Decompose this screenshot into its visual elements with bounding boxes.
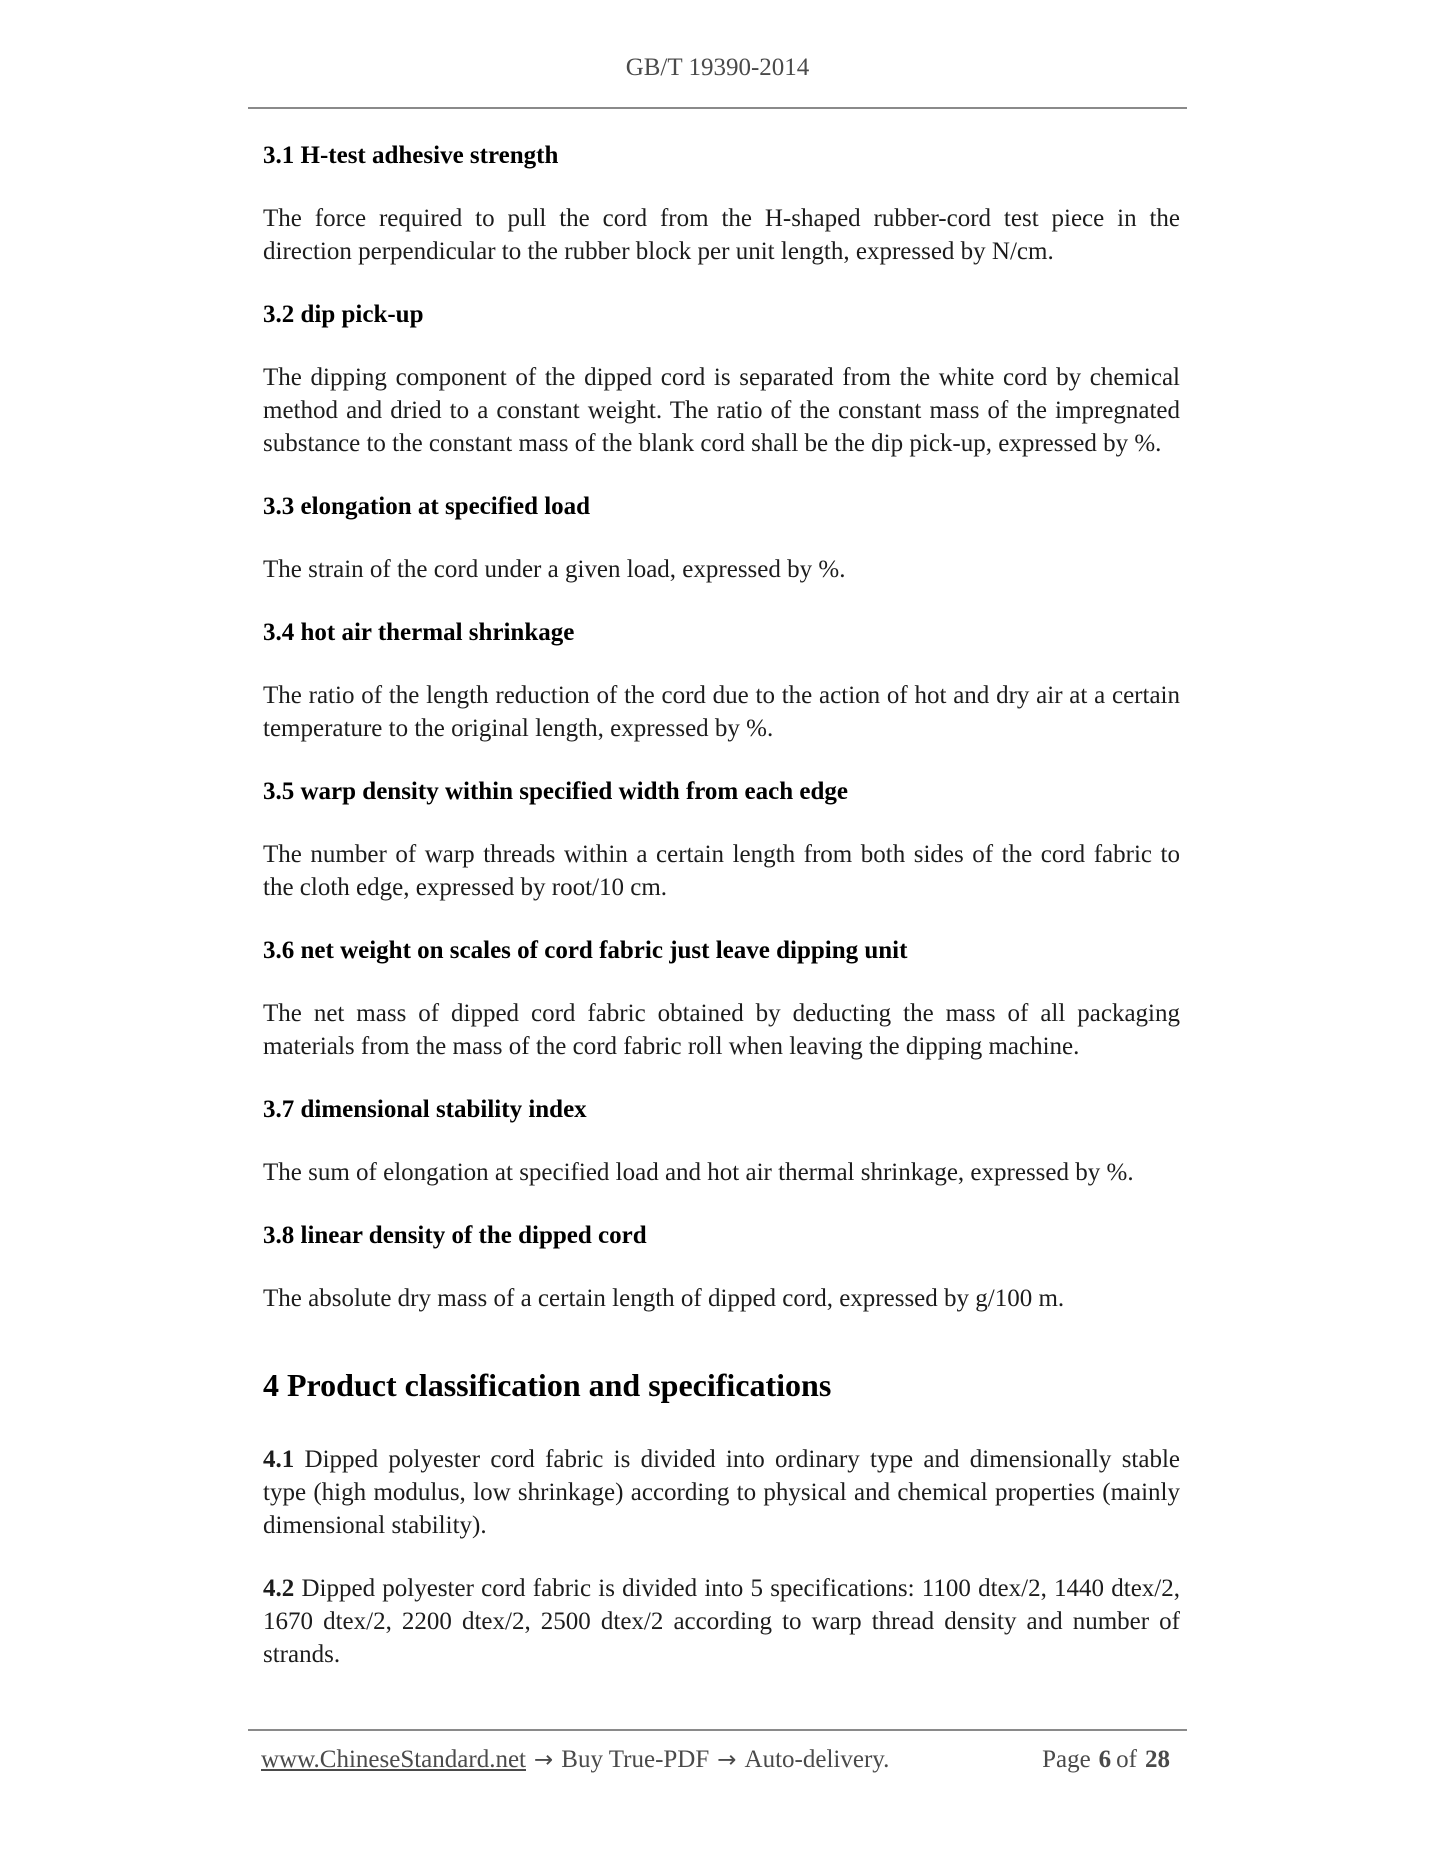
section-heading-3-8: 3.8 linear density of the dipped cord — [263, 1222, 647, 1249]
clause-4-1-text: Dipped polyester cord fabric is divided into ordinary type and dimensionally stable type (high modulus, low shrinkage) according to physical and chemical properties (mainly dimensional stability). — [263, 1446, 1181, 1539]
arrow-right-icon: → — [717, 1747, 737, 1773]
section-heading-3-2: 3.2 dip pick-up — [263, 301, 424, 328]
total-page-number: 28 — [1145, 1746, 1170, 1773]
clause-4-1 — [263, 1443, 1180, 1542]
of-word: of — [1116, 1746, 1137, 1773]
clause-4-2-number: 4.2 — [263, 1575, 295, 1602]
clause-4-2-text: Dipped polyester cord fabric is divided into 5 specifications: 1100 dtex/2, 1440 dtex/2, 1670 dtex/2, 2200 dtex/2, 2500 dtex/2 according to warp thread density and number of strands. — [263, 1575, 1180, 1668]
section-heading-3-5: 3.5 warp density within specified width from each edge — [263, 778, 848, 805]
section-paragraph-3-1: The force required to pull the cord from the H-shaped rubber-cord test piece in the direction perpendicular to the rubber block per unit length, expressed by N/cm. — [263, 205, 1180, 265]
footer-buy-label: Buy True-PDF — [561, 1746, 710, 1773]
section-heading-3-1: 3.1 H-test adhesive strength — [263, 142, 559, 169]
page-footer — [248, 1729, 1187, 1775]
chinesestandard-link[interactable]: www.ChineseStandard.net — [261, 1746, 526, 1773]
footer-source-line — [248, 1745, 889, 1775]
section-heading-3-3: 3.3 elongation at specified load — [263, 493, 591, 520]
clause-4-1-number: 4.1 — [263, 1446, 295, 1473]
chapter-4-heading: 4 Product classification and specifications — [263, 1367, 832, 1403]
current-page-number: 6 — [1098, 1746, 1112, 1773]
arrow-right-icon: → — [534, 1747, 554, 1773]
page-indicator — [1042, 1745, 1187, 1775]
standard-number: GB/T 19390-2014 — [625, 54, 810, 81]
section-paragraph-3-4: The ratio of the length reduction of the cord due to the action of hot and dry air at a certain temperature to the original length, expressed by %. — [263, 682, 1180, 742]
section-heading-3-6: 3.6 net weight on scales of cord fabric just leave dipping unit — [263, 937, 908, 964]
section-paragraph-3-8: The absolute dry mass of a certain length of dipped cord, expressed by g/100 m. — [263, 1285, 1065, 1312]
section-paragraph-3-6: The net mass of dipped cord fabric obtained by deducting the mass of all packaging materials from the mass of the cord fabric roll when leaving the dipping machine. — [263, 1000, 1180, 1060]
page-body — [263, 139, 1180, 1671]
section-paragraph-3-5: The number of warp threads within a certain length from both sides of the cord fabric to the cloth edge, expressed by root/10 cm. — [263, 841, 1180, 901]
clause-4-2 — [263, 1572, 1180, 1671]
section-paragraph-3-2: The dipping component of the dipped cord is separated from the white cord by chemical method and dried to a constant weight. The ratio of the constant mass of the impregnated substance to the constant mass of the blank cord shall be the dip pick-up, expressed by %. — [263, 364, 1180, 457]
page-header — [248, 0, 1187, 109]
section-heading-3-4: 3.4 hot air thermal shrinkage — [263, 619, 575, 646]
footer-delivery-label: Auto-delivery. — [744, 1746, 890, 1773]
section-paragraph-3-7: The sum of elongation at specified load and hot air thermal shrinkage, expressed by %. — [263, 1159, 1134, 1186]
page-word: Page — [1042, 1746, 1091, 1773]
section-heading-3-7: 3.7 dimensional stability index — [263, 1096, 587, 1123]
section-paragraph-3-3: The strain of the cord under a given load, expressed by %. — [263, 556, 846, 583]
